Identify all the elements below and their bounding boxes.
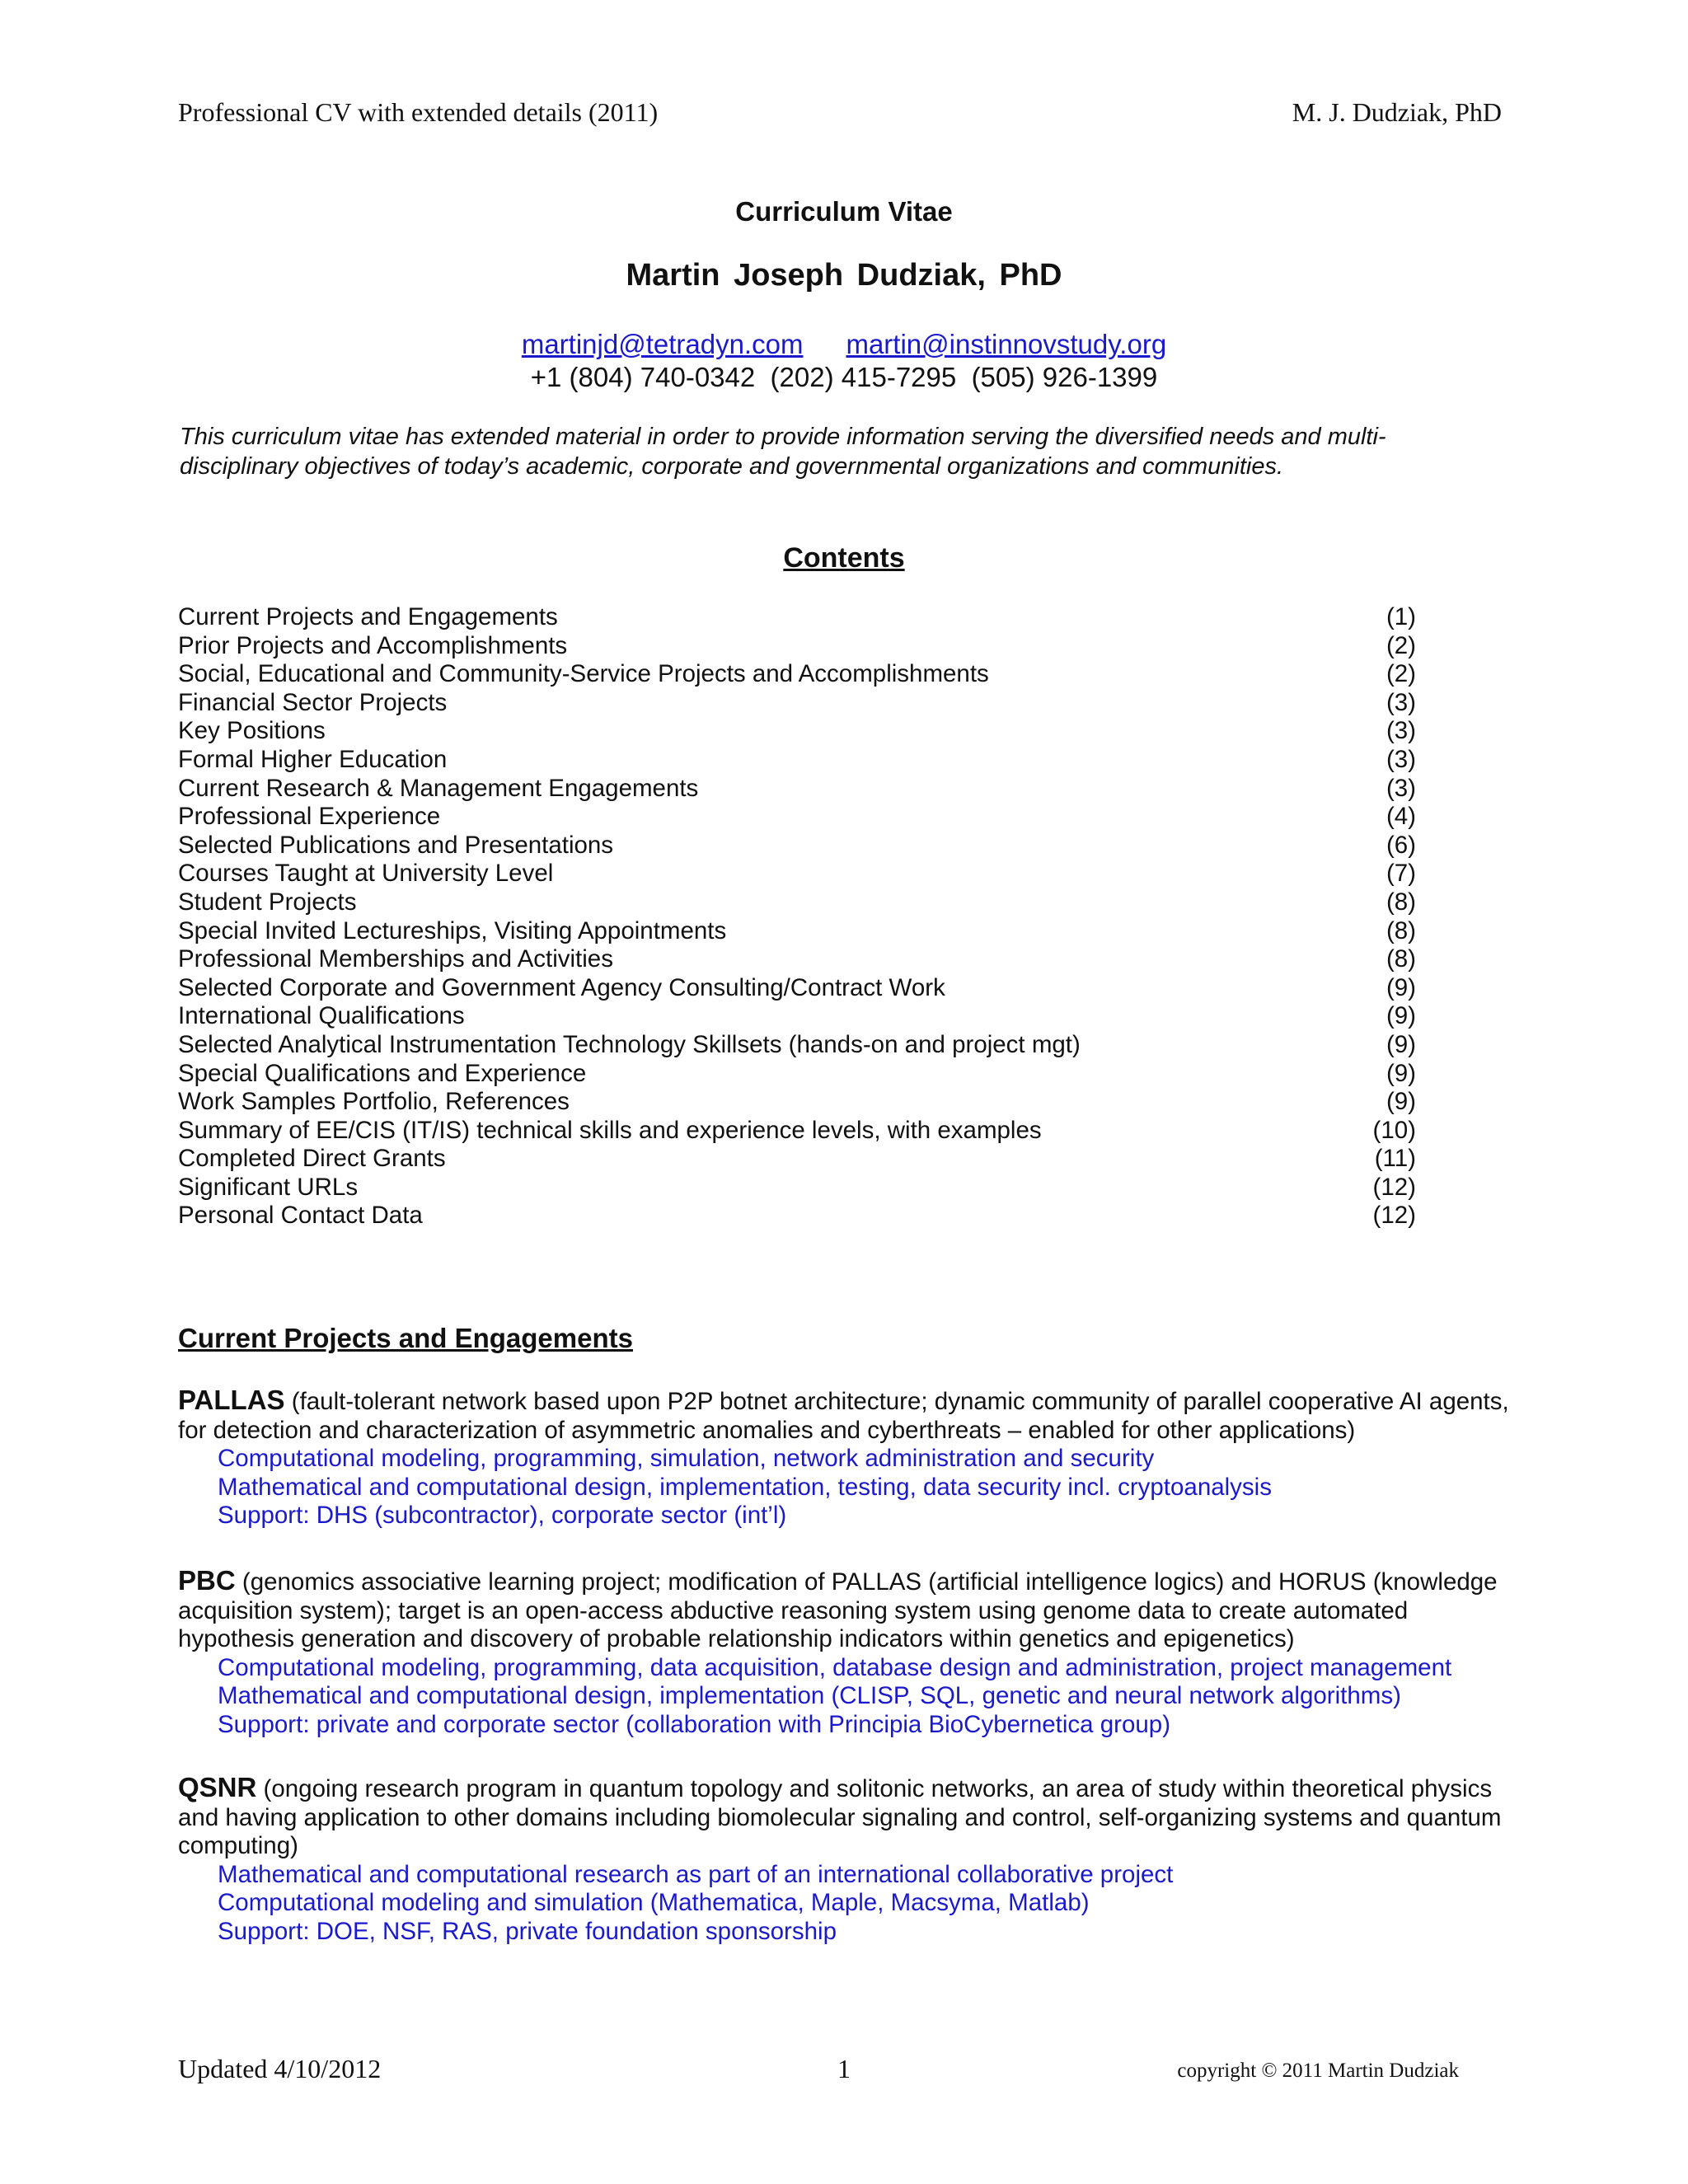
email-links bbox=[0, 328, 1688, 361]
document-title: Curriculum Vitae bbox=[735, 196, 953, 227]
toc-entry bbox=[178, 1060, 1416, 1089]
toc-entry bbox=[178, 1202, 1416, 1230]
toc-entry-label: Personal Contact Data bbox=[178, 1202, 423, 1230]
project-qsnr bbox=[178, 1774, 1513, 1947]
project-detail-item: Support: DOE, NSF, RAS, private foundation sponsorship bbox=[218, 1917, 837, 1945]
toc-entry-label: Courses Taught at University Level bbox=[178, 860, 554, 888]
project-details bbox=[178, 1654, 1513, 1740]
toc-entry-label: Special Invited Lectureships, Visiting Appointments bbox=[178, 916, 727, 944]
project-description: (genomics associative learning project; modification of PALLAS (artificial intelligence logics) and HORUS (knowledge acquisition system); target is an open-access abductive reasoning system using genome data to create automated hypothesis generation and discovery of probable relationship indicators within genetics and epigenetics) bbox=[178, 1568, 1498, 1653]
toc-entry bbox=[178, 803, 1416, 832]
toc-entry bbox=[178, 1174, 1416, 1202]
project-detail-item: Computational modeling and simulation (Mathematica, Maple, Macsyma, Matlab) bbox=[218, 1889, 1090, 1917]
toc-entry-page: (12) bbox=[1372, 1173, 1416, 1201]
toc-entry bbox=[178, 746, 1416, 775]
project-details bbox=[178, 1861, 1513, 1947]
contents-heading: Contents bbox=[783, 542, 905, 574]
project-detail-item: Computational modeling, programming, data acquisition, database design and administration, project management bbox=[218, 1653, 1452, 1681]
project-details bbox=[178, 1445, 1513, 1530]
project-detail-item: Support: private and corporate sector (collaboration with Principia BioCybernetica group) bbox=[218, 1710, 1171, 1738]
project-detail-item: Mathematical and computational design, implementation, testing, data security incl. cryptoanalysis bbox=[218, 1473, 1272, 1501]
toc-entry-page: (2) bbox=[1386, 631, 1416, 659]
toc-entry bbox=[178, 660, 1416, 689]
toc-entry-label: Professional Memberships and Activities bbox=[178, 945, 613, 973]
toc-entry-page: (7) bbox=[1386, 860, 1416, 888]
project-pallas bbox=[178, 1386, 1513, 1530]
section-heading-current-projects: Current Projects and Engagements bbox=[178, 1323, 633, 1353]
project-name: PALLAS bbox=[178, 1385, 285, 1415]
toc-entry-page: (8) bbox=[1386, 916, 1416, 944]
toc-entry-page: (3) bbox=[1386, 688, 1416, 716]
toc-entry-page: (12) bbox=[1372, 1202, 1416, 1230]
toc-entry-page: (1) bbox=[1386, 603, 1416, 630]
toc-entry-label: Financial Sector Projects bbox=[178, 688, 448, 716]
toc-entry bbox=[178, 945, 1416, 974]
toc-entry-page: (3) bbox=[1386, 745, 1416, 773]
toc-entry-page: (11) bbox=[1374, 1145, 1416, 1173]
toc-entry-label: Significant URLs bbox=[178, 1173, 359, 1201]
toc-entry bbox=[178, 860, 1416, 888]
toc-entry-page: (2) bbox=[1386, 660, 1416, 688]
toc-entry-page: (9) bbox=[1386, 1030, 1416, 1058]
project-name: QSNR bbox=[178, 1772, 257, 1802]
toc-entry bbox=[178, 1002, 1416, 1031]
toc-entry bbox=[178, 775, 1416, 804]
toc-entry bbox=[178, 632, 1416, 661]
toc-entry-label: International Qualifications bbox=[178, 1002, 465, 1030]
toc-entry bbox=[178, 888, 1416, 917]
toc-entry-page: (9) bbox=[1386, 1002, 1416, 1030]
toc-entry-page: (3) bbox=[1386, 774, 1416, 802]
project-description: (ongoing research program in quantum topology and solitonic networks, an area of study within theoretical physics and having application to other domains including biomolecular signaling and control, self-organizing systems and quantum computing) bbox=[178, 1775, 1502, 1860]
toc-entry-label: Summary of EE/CIS (IT/IS) technical skills and experience levels, with examples bbox=[178, 1116, 1042, 1144]
project-summary bbox=[178, 1774, 1513, 1861]
toc-entry bbox=[178, 689, 1416, 718]
project-detail-item: Support: DHS (subcontractor), corporate sector (int’l) bbox=[218, 1502, 787, 1530]
toc-entry bbox=[178, 917, 1416, 946]
toc-entry-page: (9) bbox=[1386, 1088, 1416, 1116]
project-summary bbox=[178, 1567, 1513, 1654]
project-detail-item: Computational modeling, programming, simulation, network administration and security bbox=[218, 1445, 1155, 1473]
toc-entry-label: Special Qualifications and Experience bbox=[178, 1059, 587, 1087]
toc-entry-page: (10) bbox=[1372, 1116, 1416, 1144]
toc-entry-page: (9) bbox=[1386, 973, 1416, 1001]
toc-entry-page: (6) bbox=[1386, 831, 1416, 859]
toc-entry-label: Selected Publications and Presentations bbox=[178, 831, 614, 859]
toc-entry-label: Current Projects and Engagements bbox=[178, 603, 558, 630]
toc-entry bbox=[178, 717, 1416, 746]
toc-entry bbox=[178, 1117, 1416, 1146]
header-right-text: M. J. Dudziak, PhD bbox=[1292, 97, 1502, 127]
footer-updated-date: Updated 4/10/2012 bbox=[178, 2054, 382, 2083]
toc-entry-label: Current Research & Management Engagements bbox=[178, 774, 699, 802]
author-name: Martin Joseph Dudziak, PhD bbox=[626, 258, 1062, 293]
phone-numbers: +1 (804) 740-0342 (202) 415-7295 (505) 926-1399 bbox=[530, 362, 1158, 392]
toc-entry-label: Key Positions bbox=[178, 717, 326, 745]
toc-entry-page: (4) bbox=[1386, 803, 1416, 831]
toc-entry bbox=[178, 603, 1416, 632]
running-header bbox=[178, 97, 1502, 134]
project-summary bbox=[178, 1386, 1513, 1445]
footer-page-number: 1 bbox=[837, 2054, 851, 2083]
toc-entry-label: Prior Projects and Accomplishments bbox=[178, 631, 568, 659]
toc-entry bbox=[178, 974, 1416, 1003]
toc-entry-page: (3) bbox=[1386, 717, 1416, 745]
email-link-tetradyn[interactable]: martinjd@tetradyn.com bbox=[521, 329, 804, 359]
project-detail-item: Mathematical and computational research as part of an international collaborative project bbox=[218, 1860, 1174, 1888]
toc-entry-label: Work Samples Portfolio, References bbox=[178, 1088, 570, 1116]
project-name: PBC bbox=[178, 1565, 236, 1596]
email-link-instinnovstudy[interactable]: martin@instinnovstudy.org bbox=[846, 329, 1167, 359]
toc-entry-label: Completed Direct Grants bbox=[178, 1145, 446, 1173]
toc-entry-label: Selected Corporate and Government Agency Consulting/Contract Work bbox=[178, 973, 945, 1001]
toc-entry-page: (8) bbox=[1386, 888, 1416, 916]
toc-entry bbox=[178, 1088, 1416, 1117]
toc-entry-page: (9) bbox=[1386, 1059, 1416, 1087]
header-left-text: Professional CV with extended details (2011) bbox=[178, 97, 659, 127]
project-detail-item: Mathematical and computational design, implementation (CLISP, SQL, genetic and neural network algorithms) bbox=[218, 1682, 1401, 1710]
toc-entry-page: (8) bbox=[1386, 945, 1416, 973]
toc-entry bbox=[178, 1031, 1416, 1060]
toc-entry bbox=[178, 832, 1416, 860]
project-description: (fault-tolerant network based upon P2P botnet architecture; dynamic community of parallel cooperative AI agents, for detection and characterization of asymmetric anomalies and cyberthreats – enabled for other applications) bbox=[178, 1388, 1509, 1444]
footer-copyright: copyright © 2011 Martin Dudziak bbox=[1177, 2060, 1459, 2082]
toc-entry-label: Student Projects bbox=[178, 888, 357, 916]
toc-entry-label: Selected Analytical Instrumentation Technology Skillsets (hands-on and project mgt) bbox=[178, 1030, 1081, 1058]
project-pbc bbox=[178, 1567, 1513, 1740]
toc-entry-label: Professional Experience bbox=[178, 803, 441, 831]
table-of-contents bbox=[178, 603, 1416, 1230]
toc-entry-label: Formal Higher Education bbox=[178, 745, 448, 773]
toc-entry bbox=[178, 1145, 1416, 1174]
toc-entry-label: Social, Educational and Community-Service Projects and Accomplishments bbox=[178, 660, 989, 688]
intro-paragraph: This curriculum vitae has extended material in order to provide information serving the diversified needs and multi-disciplinary objectives of today’s academic, corporate and governmental organizations and communities. bbox=[180, 424, 1386, 480]
